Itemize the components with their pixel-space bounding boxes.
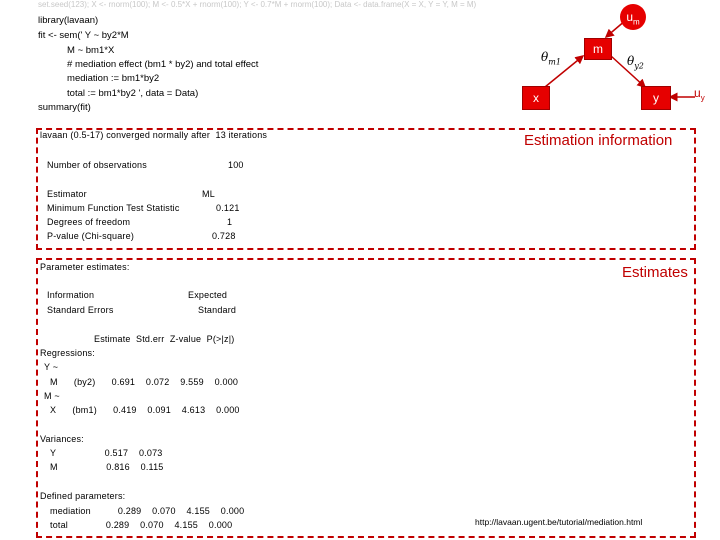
code-line-1: library(lavaan)	[38, 15, 99, 26]
code-line-3: M ~ bm1*X	[38, 45, 115, 56]
by2-sub: y2	[634, 61, 644, 71]
estimation-heading: Estimation information	[524, 132, 673, 149]
df-label: Degrees of freedom	[47, 217, 131, 227]
error-um-node	[620, 4, 646, 30]
node-m: m	[584, 38, 612, 60]
regression-row-m: M (by2) 0.691 0.072 9.559 0.000	[50, 377, 239, 387]
code-line-7: summary(fit)	[38, 102, 91, 113]
bm1-theta: θ	[541, 50, 549, 64]
converged-text: lavaan (0.5-17) converged normally after 13 iterations	[40, 130, 268, 140]
info-label: Information	[47, 290, 95, 300]
se-value: Standard	[198, 305, 237, 315]
mfts-value: 0.121	[216, 203, 240, 213]
bm1-sub: m1	[548, 57, 561, 67]
defined-row-total: total 0.289 0.070 4.155 0.000	[50, 520, 233, 530]
nobs-label: Number of observations	[47, 160, 147, 170]
code-line-4: # mediation effect (bm1 * by2) and total effect	[38, 59, 259, 70]
regression-row-x: X (bm1) 0.419 0.091 4.613 0.000	[50, 405, 240, 415]
variance-row-m: M 0.816 0.115	[50, 462, 164, 472]
code-line-5: mediation := bm1*by2	[38, 73, 160, 84]
estimates-column-header: Estimate Std.err Z-value P(>|z|)	[94, 334, 235, 344]
code-line-2: fit <- sem(' Y ~ by2*M	[38, 30, 129, 41]
node-x: x	[522, 86, 550, 110]
se-label: Standard Errors	[47, 305, 114, 315]
node-y: y	[641, 86, 671, 110]
variances-heading: Variances:	[40, 434, 84, 444]
estimates-box	[36, 258, 696, 538]
um-label-sub: m	[633, 17, 640, 27]
error-uy-label	[694, 86, 705, 102]
by2-theta: θ	[627, 54, 635, 68]
code-line-6: total := bm1*by2 ', data = Data)	[38, 88, 199, 99]
pvalue-label: P-value (Chi-square)	[47, 231, 135, 241]
um-label: u	[626, 10, 633, 24]
uy-label: u	[694, 86, 701, 100]
info-value: Expected	[188, 290, 228, 300]
y-tilde: Y ~	[44, 362, 59, 372]
regressions-heading: Regressions:	[40, 348, 95, 358]
defined-row-mediation: mediation 0.289 0.070 4.155 0.000	[50, 506, 245, 516]
m-tilde: M ~	[44, 391, 60, 401]
uy-label-sub: y	[700, 93, 705, 103]
pvalue-value: 0.728	[212, 231, 236, 241]
variance-row-y: Y 0.517 0.073	[50, 448, 163, 458]
faded-header-code: set.seed(123); X <- rnorm(100); M <- 0.5*X + rnorm(100); Y <- 0.7*M + rnorm(100); Data <- data.frame(X = X, Y = Y, M = M)	[38, 0, 477, 9]
estimator-value: ML	[202, 189, 215, 199]
defined-params-heading: Defined parameters:	[40, 491, 126, 501]
path-label-bm1	[541, 50, 561, 66]
param-estimates-title: Parameter estimates:	[40, 262, 130, 272]
nobs-value: 100	[228, 160, 244, 170]
path-label-by2	[627, 54, 644, 70]
tutorial-link[interactable]: http://lavaan.ugent.be/tutorial/mediation.html	[475, 517, 643, 527]
estimates-heading: Estimates	[622, 264, 688, 281]
estimator-label: Estimator	[47, 189, 87, 199]
mfts-label: Minimum Function Test Statistic	[47, 203, 180, 213]
df-value: 1	[227, 217, 233, 227]
